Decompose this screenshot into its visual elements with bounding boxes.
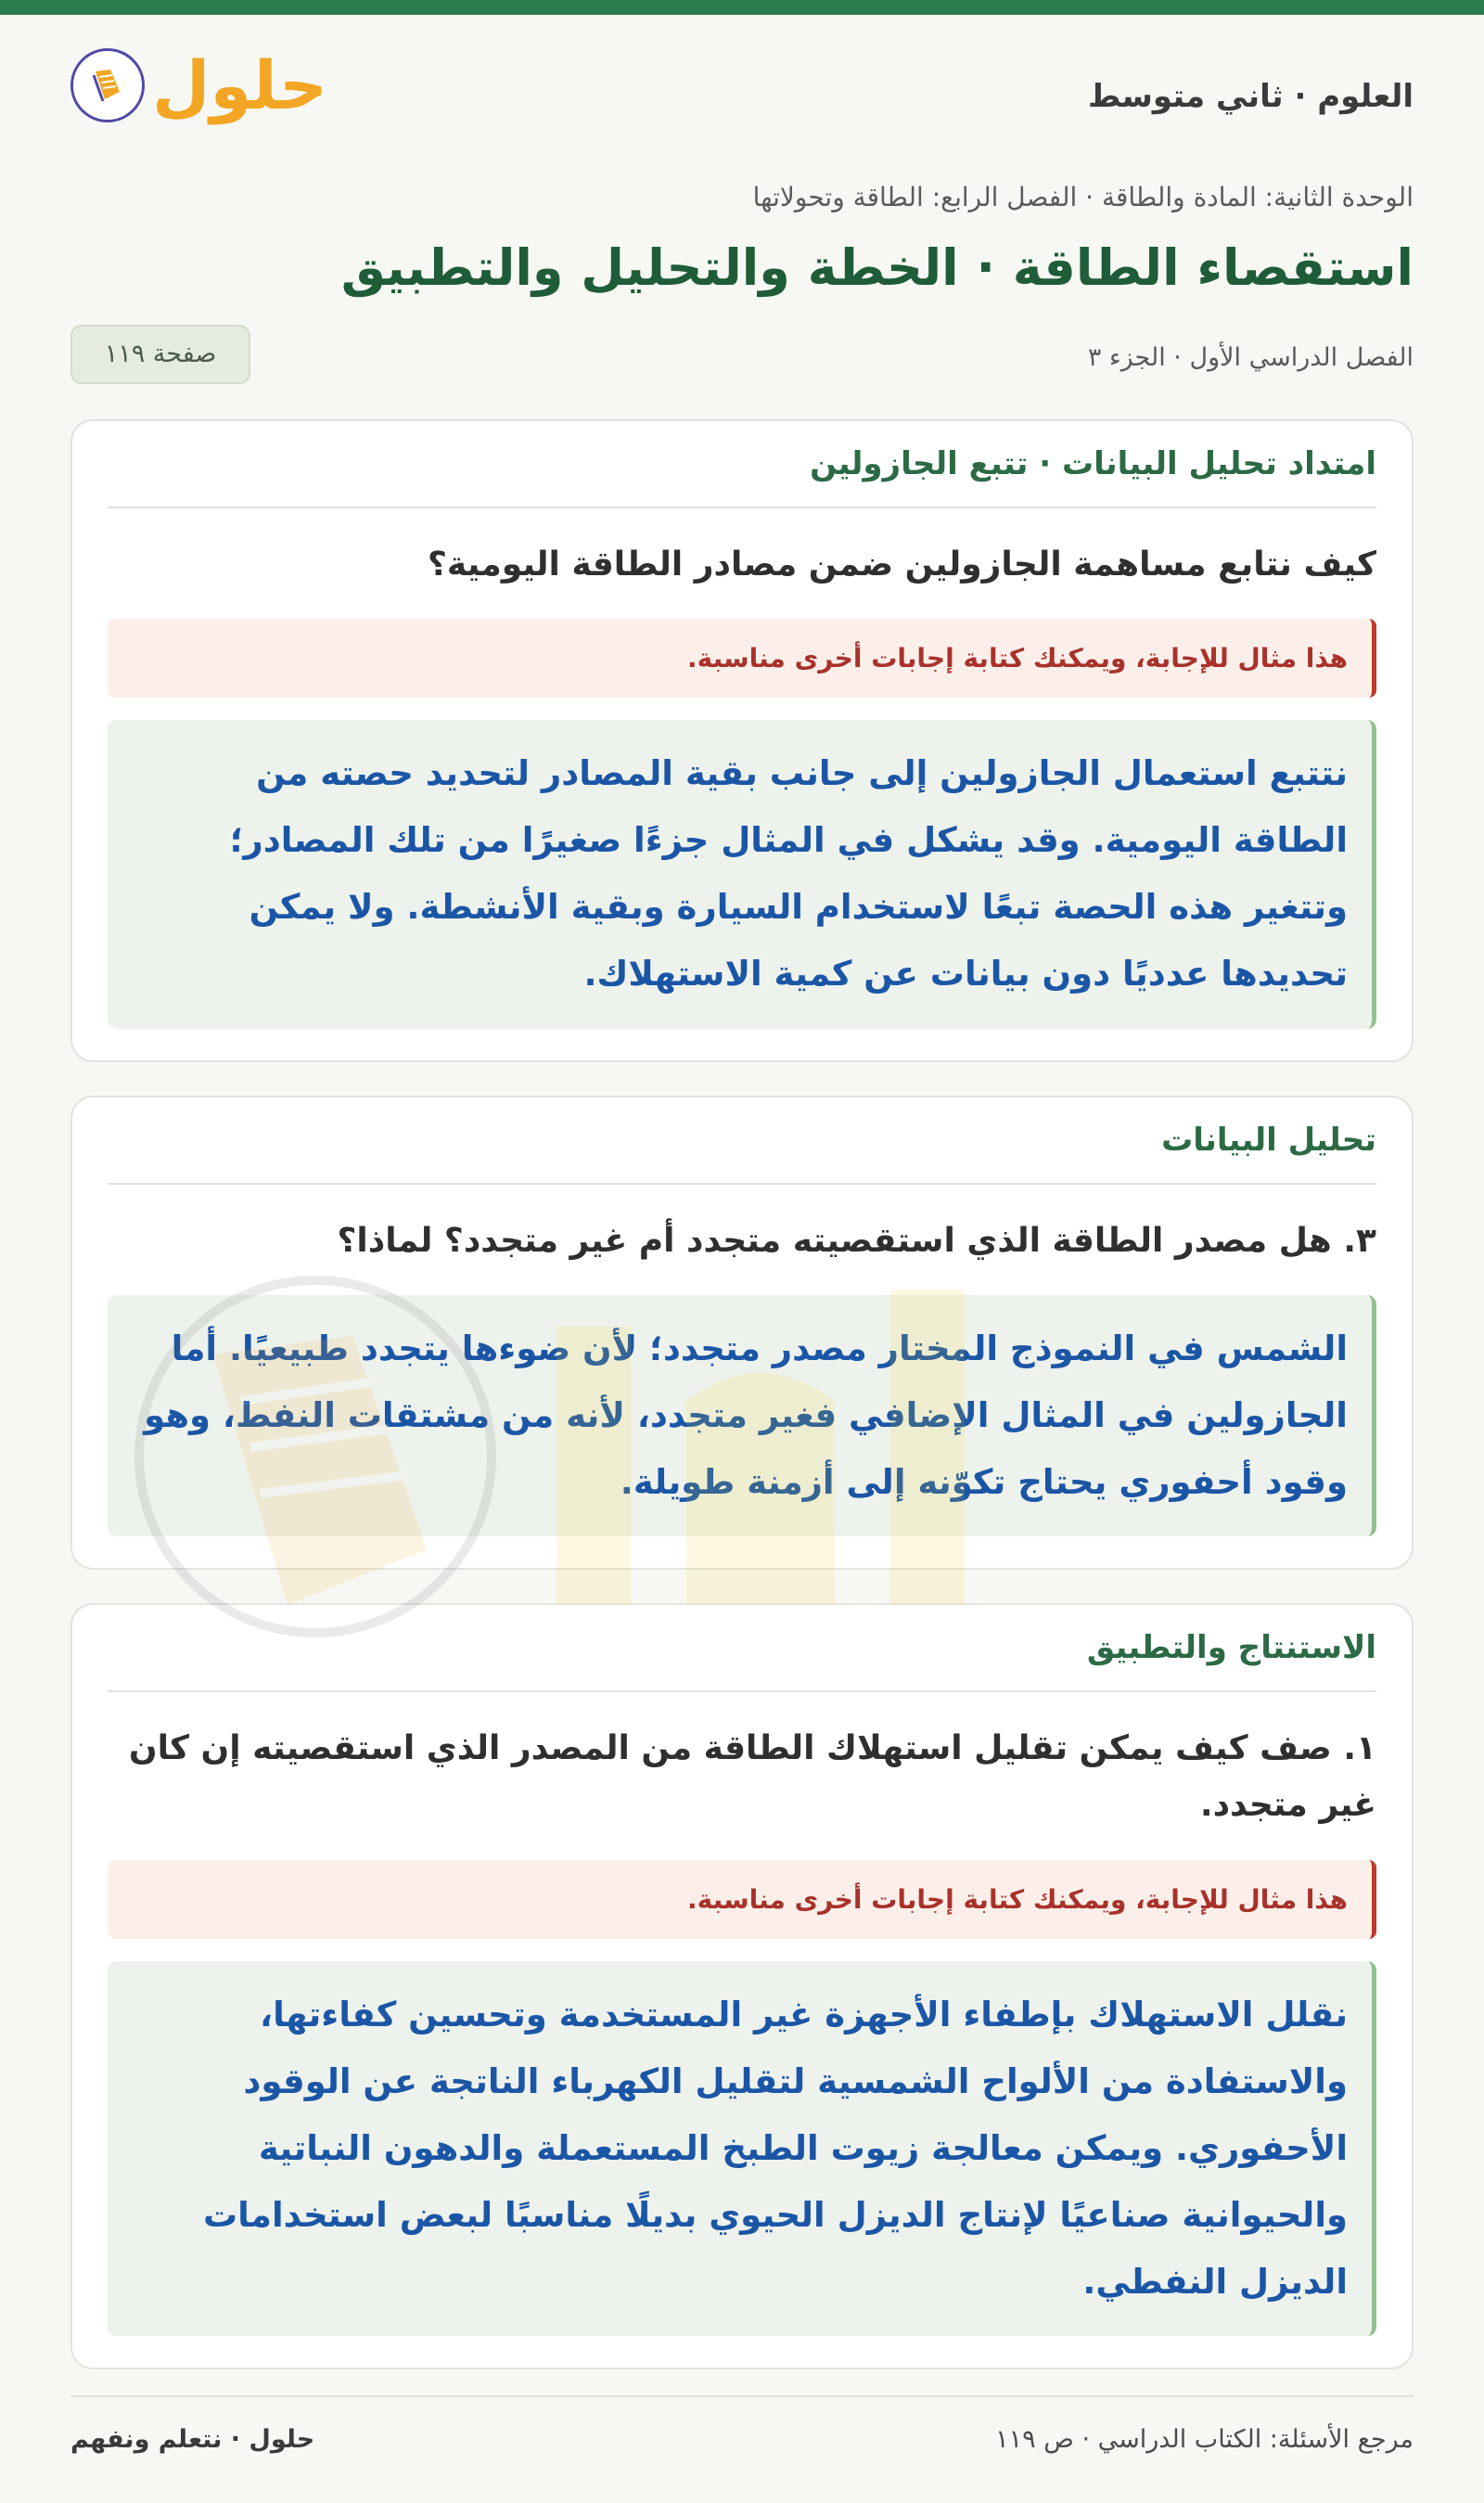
sample-answer-note: هذا مثال للإجابة، ويمكنك كتابة إجابات أخرى مناسبة. — [108, 619, 1376, 698]
footer-brand: حلول · نتعلم ونفهم — [70, 2425, 315, 2454]
subject-label: العلوم · ثاني متوسط — [1088, 78, 1414, 115]
header — [70, 15, 1414, 163]
logo — [70, 48, 327, 122]
section-card-gasoline — [70, 419, 1414, 1062]
section-title: الاستنتاج والتطبيق — [108, 1629, 1376, 1692]
top-accent-bar — [0, 0, 1484, 15]
question-text: كيف نتابع مساهمة الجازولين ضمن مصادر الطاقة اليومية؟ — [428, 545, 1376, 584]
answer-text: نقلل الاستهلاك بإطفاء الأجهزة غير المستخدمة وتحسين كفاءتها، والاستفادة من الألواح الشمسية لتقليل الكهرباء الناتجة عن الوقود الأحفوري. ويمكن معالجة زيوت الطبخ المستعملة والدهون النباتية والحيوانية صناعيًا لإنتاج الديزل الحيوي بديلًا مناسبًا لبعض استخدامات الديزل النفطي. — [108, 1961, 1376, 2337]
section-card-conclusion — [70, 1603, 1414, 2369]
answer-text: الشمس في النموذج المختار مصدر متجدد؛ لأن ضوءها يتجدد طبيعيًا. أما الجازولين في المثال الإضافي فغير متجدد، لأنه من مشتقات النفط، وهو وقود أحفوري يحتاج تكوّنه إلى أزمنة طويلة. — [108, 1295, 1376, 1536]
book-icon — [70, 48, 145, 122]
page — [0, 15, 1484, 2503]
meta-row — [70, 321, 1414, 386]
breadcrumb: الوحدة الثانية: المادة والطاقة · الفصل الرابع: الطاقة وتحولاتها — [752, 182, 1414, 212]
footer-reference: مرجع الأسئلة: الكتاب الدراسي · ص ١١٩ — [995, 2425, 1414, 2454]
page-title: استقصاء الطاقة · الخطة والتحليل والتطبيق — [340, 238, 1414, 297]
section-title: تحليل البيانات — [108, 1122, 1376, 1185]
page-number-badge: صفحة ١١٩ — [70, 325, 250, 384]
question-text: ١. صف كيف يمكن تقليل استهلاك الطاقة من المصدر الذي استقصيته إن كان غير متجدد. — [128, 1729, 1376, 1825]
answer-text: نتتبع استعمال الجازولين إلى جانب بقية المصادر لتحديد حصته من الطاقة اليومية. وقد يشكل في المثال جزءًا صغيرًا من تلك المصادر؛ وتتغير هذه الحصة تبعًا لاستخدام السيارة وبقية الأنشطة. ولا يمكن تحديدها عدديًا دون بيانات عن كمية الاستهلاك. — [108, 720, 1376, 1029]
logo-text: حلول — [152, 46, 327, 124]
sample-answer-note: هذا مثال للإجابة، ويمكنك كتابة إجابات أخرى مناسبة. — [108, 1860, 1376, 1939]
footer — [70, 2395, 1414, 2481]
section-card-data-analysis — [70, 1096, 1414, 1571]
section-title: امتداد تحليل البيانات · تتبع الجازولين — [108, 445, 1376, 508]
question-text: ٣. هل مصدر الطاقة الذي استقصيته متجدد أم غير متجدد؟ لماذا؟ — [337, 1221, 1376, 1260]
semester-label: الفصل الدراسي الأول · الجزء ٣ — [1087, 342, 1414, 372]
